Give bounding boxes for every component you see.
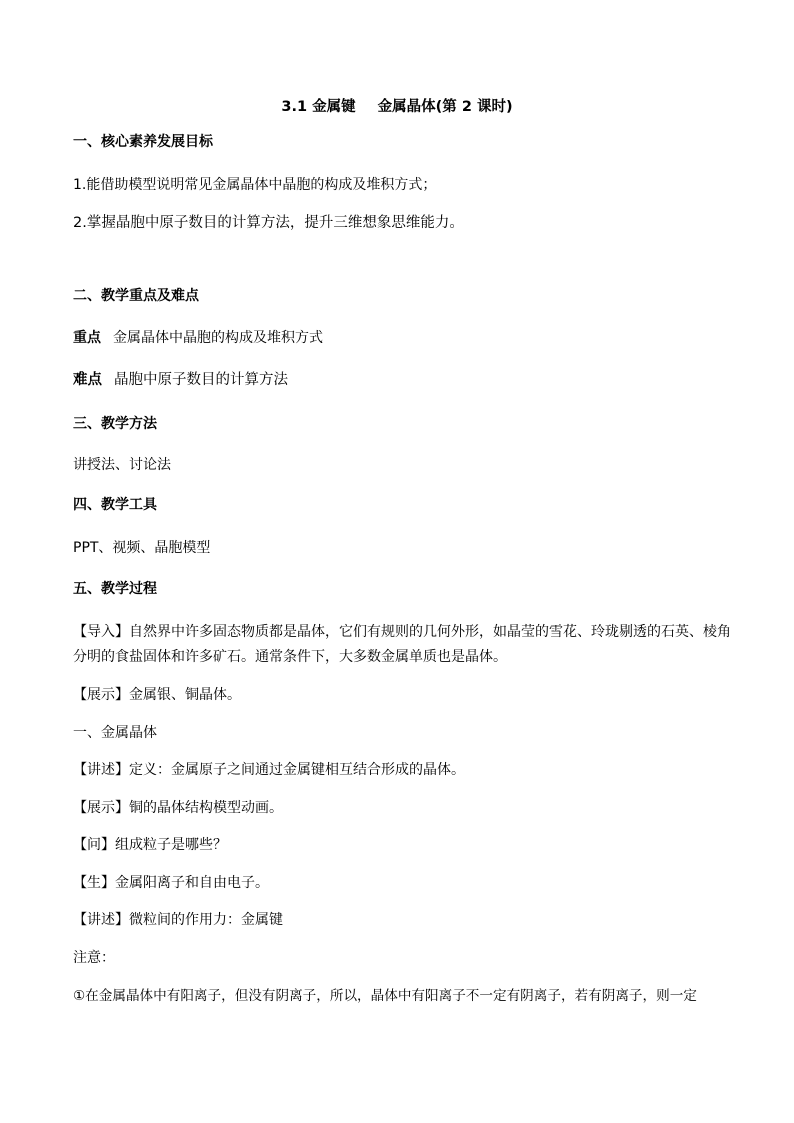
student-line: 【生】金属阳离子和自由电子。: [73, 875, 269, 891]
note-label: 注意：: [73, 950, 115, 966]
key-point-label: 重点: [73, 330, 101, 346]
goal-item-1: 1.能借助模型说明常见金属晶体中晶胞的构成及堆积方式；: [73, 177, 437, 193]
lecture-line-2: 【讲述】微粒间的作用力：金属键: [73, 912, 283, 928]
key-point-text: 金属晶体中晶胞的构成及堆积方式: [113, 330, 323, 346]
show-line-2: 【展示】铜的晶体结构模型动画。: [73, 800, 283, 816]
section4-heading: 四、教学工具: [73, 497, 157, 513]
page-title: [0, 96, 794, 118]
subsection-metal-crystal: 一、金属晶体: [73, 725, 157, 741]
difficult-point: [73, 369, 734, 391]
goal-item-2: 2.掌握晶胞中原子数目的计算方法，提升三维想象思维能力。: [73, 215, 464, 231]
note-item-1: ①在金属晶体中有阳离子，但没有阴离子，所以，晶体中有阳离子不一定有阴离子，若有阴离子，则一定: [73, 988, 697, 1004]
lecture-line-1: 【讲述】定义：金属原子之间通过金属键相互结合形成的晶体。: [73, 762, 465, 778]
section2-heading: 二、教学重点及难点: [73, 288, 199, 304]
difficult-point-text: 晶胞中原子数目的计算方法: [114, 372, 288, 388]
intro-paragraph: 【导入】自然界中许多固态物质都是晶体，它们有规则的几何外形，如晶莹的雪花、玲珑剔透的石英、棱角分明的食盐固体和许多矿石。通常条件下，大多数金属单质也是晶体。: [73, 624, 731, 665]
question-line: 【问】组成粒子是哪些？: [73, 837, 227, 853]
teaching-tools: PPT、视频、晶胞模型: [73, 540, 211, 556]
title-left: 3.1 金属键: [281, 99, 356, 115]
section1-heading: 一、核心素养发展目标: [73, 134, 213, 150]
teaching-methods: 讲授法、讨论法: [73, 457, 171, 473]
section3-heading: 三、教学方法: [73, 416, 157, 432]
show-line-1: 【展示】金属银、铜晶体。: [73, 687, 241, 703]
title-right: 金属晶体(第 2 课时): [377, 99, 513, 115]
section5-heading: 五、教学过程: [73, 581, 157, 597]
difficult-point-label: 难点: [73, 372, 102, 388]
key-point: [73, 327, 734, 349]
